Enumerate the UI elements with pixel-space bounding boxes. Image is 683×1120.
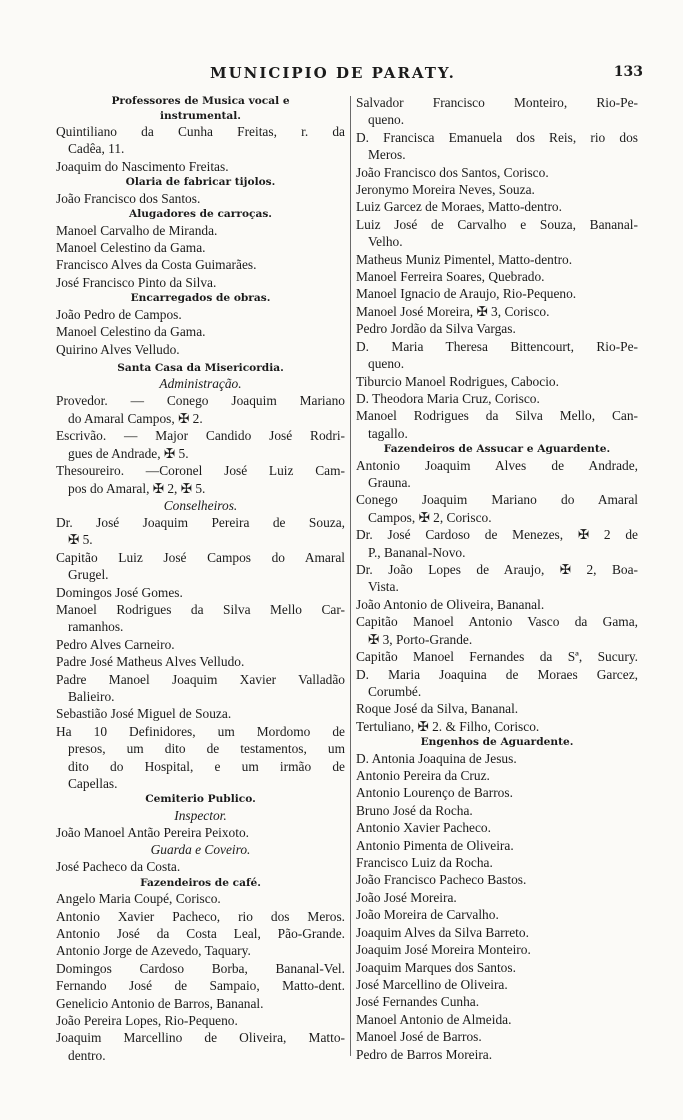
directory-entry-line: Grauna. — [368, 475, 411, 491]
directory-entry-line: Tiburcio Manoel Rodrigues, Cabocio. — [356, 373, 559, 389]
directory-entry-line: José Francisco Pinto da Silva. — [56, 274, 217, 290]
directory-entry-line: Thesoureiro. —Coronel José Luiz Cam- — [56, 463, 345, 479]
directory-entry-line: Manoel Rodrigues da Silva Mello Car- — [56, 601, 345, 617]
directory-entry-line: Manoel José Moreira, ✠ 3, Corisco. — [356, 303, 550, 319]
directory-entry-line: Antonio Jorge de Azevedo, Taquary. — [56, 943, 251, 959]
directory-entry-line: Vista. — [368, 579, 399, 595]
directory-entry-line: D. Antonia Joaquina de Jesus. — [356, 750, 517, 766]
section-heading: instrumental. — [160, 109, 241, 122]
directory-entry-line: Manoel Celestino da Gama. — [56, 240, 206, 256]
directory-entry-line: Balieiro. — [68, 688, 115, 704]
directory-entry-line: Francisco Alves da Costa Guimarães. — [56, 257, 257, 273]
directory-entry-line: Angelo Maria Coupé, Corisco. — [56, 891, 221, 907]
directory-entry-line: D. Francisca Emanuela dos Reis, rio dos — [356, 129, 638, 145]
directory-entry-line: João Francisco dos Santos. — [56, 190, 201, 206]
directory-entry-line: Dr. José Joaquim Pereira de Souza, — [56, 514, 345, 530]
directory-entry-line: Quintiliano da Cunha Freitas, r. da — [56, 124, 345, 139]
directory-entry-line: Fernando José de Sampaio, Matto-dent. — [56, 978, 345, 994]
directory-entry-line: ✠ 3, Porto-Grande. — [368, 631, 473, 647]
directory-entry-line: D. Theodora Maria Cruz, Corisco. — [356, 390, 540, 406]
directory-entry-line: João José Moreira. — [356, 889, 457, 905]
directory-entry-line: Manoel Ignacio de Araujo, Rio-Pequeno. — [356, 286, 577, 302]
directory-entry-line: Bruno José da Rocha. — [356, 802, 473, 818]
directory-entry-line: Pedro de Barros Moreira. — [356, 1046, 493, 1062]
section-heading: Encarregados de obras. — [130, 292, 271, 305]
directory-entry-line: tagallo. — [368, 425, 408, 441]
directory-entry-line: queno. — [368, 112, 405, 128]
page-title: MUNICIPIO DE PARATY. — [210, 64, 456, 82]
directory-entry-line: Tertuliano, ✠ 2. & Filho, Corisco. — [356, 718, 540, 734]
directory-entry-line: ✠ 5. — [68, 532, 93, 548]
left-column — [56, 94, 345, 1064]
directory-entry-line: Domingos José Gomes. — [56, 584, 183, 600]
directory-entry-line: ramanhos. — [68, 619, 124, 635]
directory-entry-line: João Pereira Lopes, Rio-Pequeno. — [56, 1013, 238, 1029]
directory-entry-line: Capitão Manoel Antonio Vasco da Gama, — [356, 614, 638, 630]
directory-entry-line: dito do Hospital, e um irmão de — [68, 758, 345, 774]
directory-entry-line: Joaquim do Nascimento Freitas. — [56, 158, 229, 174]
directory-entry-line: Antonio Pereira da Cruz. — [356, 768, 490, 784]
directory-entry-line: Salvador Francisco Monteiro, Rio-Pe- — [356, 95, 638, 110]
directory-entry-line: Grugel. — [68, 567, 109, 583]
directory-entry-line: Roque José da Silva, Bananal. — [356, 701, 519, 717]
section-heading: Alugadores de carroças. — [128, 208, 272, 221]
subsection-heading: Administração. — [159, 376, 242, 392]
directory-entry-line: Corumbé. — [368, 683, 422, 699]
section-heading: Fazendeiros de café. — [140, 876, 261, 889]
directory-entry-line: Capitão Luiz José Campos do Amaral — [56, 549, 345, 565]
directory-entry-line: José Marcellino de Oliveira. — [356, 976, 508, 992]
directory-entry-line: Padre Manoel Joaquim Xavier Valladão — [56, 671, 345, 687]
directory-entry-line: Escrivão. — Major Candido José Rodri- — [56, 428, 345, 444]
directory-entry-line: do Amaral Campos, ✠ 2. — [68, 410, 203, 426]
directory-entry-line: Jeronymo Moreira Neves, Souza. — [356, 182, 535, 198]
running-head — [60, 64, 643, 86]
directory-entry-line: Pedro Jordão da Silva Vargas. — [356, 321, 516, 337]
page-number: 133 — [613, 64, 643, 80]
directory-entry-line: Manoel Carvalho de Miranda. — [56, 222, 218, 238]
directory-entry-line: Genelicio Antonio de Barros, Bananal. — [56, 995, 264, 1011]
directory-entry-line: José Pacheco da Costa. — [56, 859, 181, 875]
directory-entry-line: Manoel Rodrigues da Silva Mello, Can- — [356, 408, 638, 424]
directory-entry-line: P., Bananal-Novo. — [368, 544, 466, 560]
directory-entry-line: dentro. — [68, 1047, 106, 1063]
directory-entry-line: Dr. João Lopes de Araujo, ✠ 2, Boa- — [356, 562, 638, 578]
directory-entry-line: Dr. José Cardoso de Menezes, ✠ 2 de — [356, 527, 638, 543]
directory-entry-line: Francisco Luiz da Rocha. — [356, 855, 493, 871]
subsection-heading: Conselheiros. — [163, 497, 238, 513]
section-heading: Engenhos de Aguardente. — [420, 736, 574, 749]
directory-entry-line: queno. — [368, 356, 405, 372]
directory-entry-line: Cadêa, 11. — [68, 141, 125, 157]
directory-entry-line: Antonio Pimenta de Oliveira. — [356, 837, 514, 853]
directory-entry-line: presos, um dito de testamentos, um — [68, 741, 345, 757]
directory-entry-line: Joaquim Alves da Silva Barreto. — [356, 924, 529, 940]
column-divider — [350, 96, 351, 1056]
directory-entry-line: Luiz José de Carvalho e Souza, Bananal- — [356, 216, 638, 232]
directory-entry-line: pos do Amaral, ✠ 2, ✠ 5. — [68, 480, 206, 496]
directory-entry-line: Manoel Celestino da Gama. — [56, 324, 206, 340]
directory-entry-line: D. Maria Joaquina de Moraes Garcez, — [356, 666, 638, 682]
directory-entry-line: Quirino Alves Velludo. — [56, 341, 180, 357]
directory-entry-line: D. Maria Theresa Bittencourt, Rio-Pe- — [356, 338, 638, 354]
directory-entry-line: Antonio Joaquim Alves de Andrade, — [356, 457, 638, 473]
section-heading: Cemiterio Publico. — [145, 793, 256, 806]
directory-entry-line: Capellas. — [68, 776, 118, 791]
directory-entry-line: João Moreira de Carvalho. — [356, 907, 499, 923]
directory-entry-line: Antonio Xavier Pacheco, rio dos Meros. — [56, 908, 345, 924]
directory-entry-line: Conego Joaquim Mariano do Amaral — [356, 492, 638, 508]
section-heading: Professores de Musica vocal e — [111, 95, 290, 107]
directory-entry-line: Joaquim Marcellino de Oliveira, Matto- — [56, 1030, 345, 1046]
directory-entry-line: Manoel Ferreira Soares, Quebrado. — [356, 269, 545, 285]
directory-entry-line: Antonio José da Costa Leal, Pão-Grande. — [56, 926, 345, 942]
directory-entry-line: João Pedro de Campos. — [56, 306, 182, 322]
directory-entry-line: Campos, ✠ 2, Corisco. — [368, 509, 492, 525]
directory-entry-line: Antonio Lourenço de Barros. — [356, 785, 513, 801]
directory-entry-line: João Francisco Pacheco Bastos. — [356, 872, 527, 888]
directory-entry-line: Antonio Xavier Pacheco. — [356, 820, 491, 836]
subsection-heading: Inspector. — [174, 807, 227, 823]
directory-entry-line: João Antonio de Oliveira, Bananal. — [356, 596, 545, 612]
section-heading: Fazendeiros de Assucar e Aguardente. — [383, 443, 611, 456]
directory-entry-line: Capitão Manoel Fernandes da Sª, Sucury. — [356, 649, 638, 665]
directory-entry-line: Manoel José de Barros. — [356, 1029, 482, 1045]
directory-entry-line: Luiz Garcez de Moraes, Matto-dentro. — [356, 199, 562, 215]
directory-entry-line: Joaquim Marques dos Santos. — [356, 959, 516, 975]
right-column — [356, 94, 638, 1063]
directory-entry-line: Pedro Alves Carneiro. — [56, 636, 175, 652]
directory-entry-line: Ha 10 Definidores, um Mordomo de — [56, 723, 345, 739]
directory-entry-line: João Manoel Antão Pereira Peixoto. — [56, 824, 250, 840]
section-heading: Santa Casa da Misericordia. — [117, 361, 284, 374]
subsection-heading: Guarda e Coveiro. — [150, 842, 251, 858]
section-heading: Olaria de fabricar tijolos. — [125, 176, 276, 189]
directory-entry-line: Domingos Cardoso Borba, Bananal-Vel. — [56, 960, 345, 976]
directory-entry-line: Meros. — [368, 147, 406, 163]
directory-entry-line: Velho. — [368, 234, 403, 250]
directory-entry-line: Manoel Antonio de Almeida. — [356, 1011, 512, 1027]
directory-entry-line: Padre José Matheus Alves Velludo. — [56, 654, 245, 670]
directory-entry-line: Matheus Muniz Pimentel, Matto-dentro. — [356, 251, 573, 267]
directory-entry-line: gues de Andrade, ✠ 5. — [68, 445, 189, 461]
directory-entry-line: José Fernandes Cunha. — [356, 994, 480, 1010]
directory-entry-line: Joaquim José Moreira Monteiro. — [356, 942, 531, 958]
directory-entry-line: Provedor. — Conego Joaquim Mariano — [56, 393, 345, 409]
directory-entry-line: Sebastião José Miguel de Souza. — [56, 706, 232, 722]
directory-entry-line: João Francisco dos Santos, Corisco. — [356, 164, 549, 180]
